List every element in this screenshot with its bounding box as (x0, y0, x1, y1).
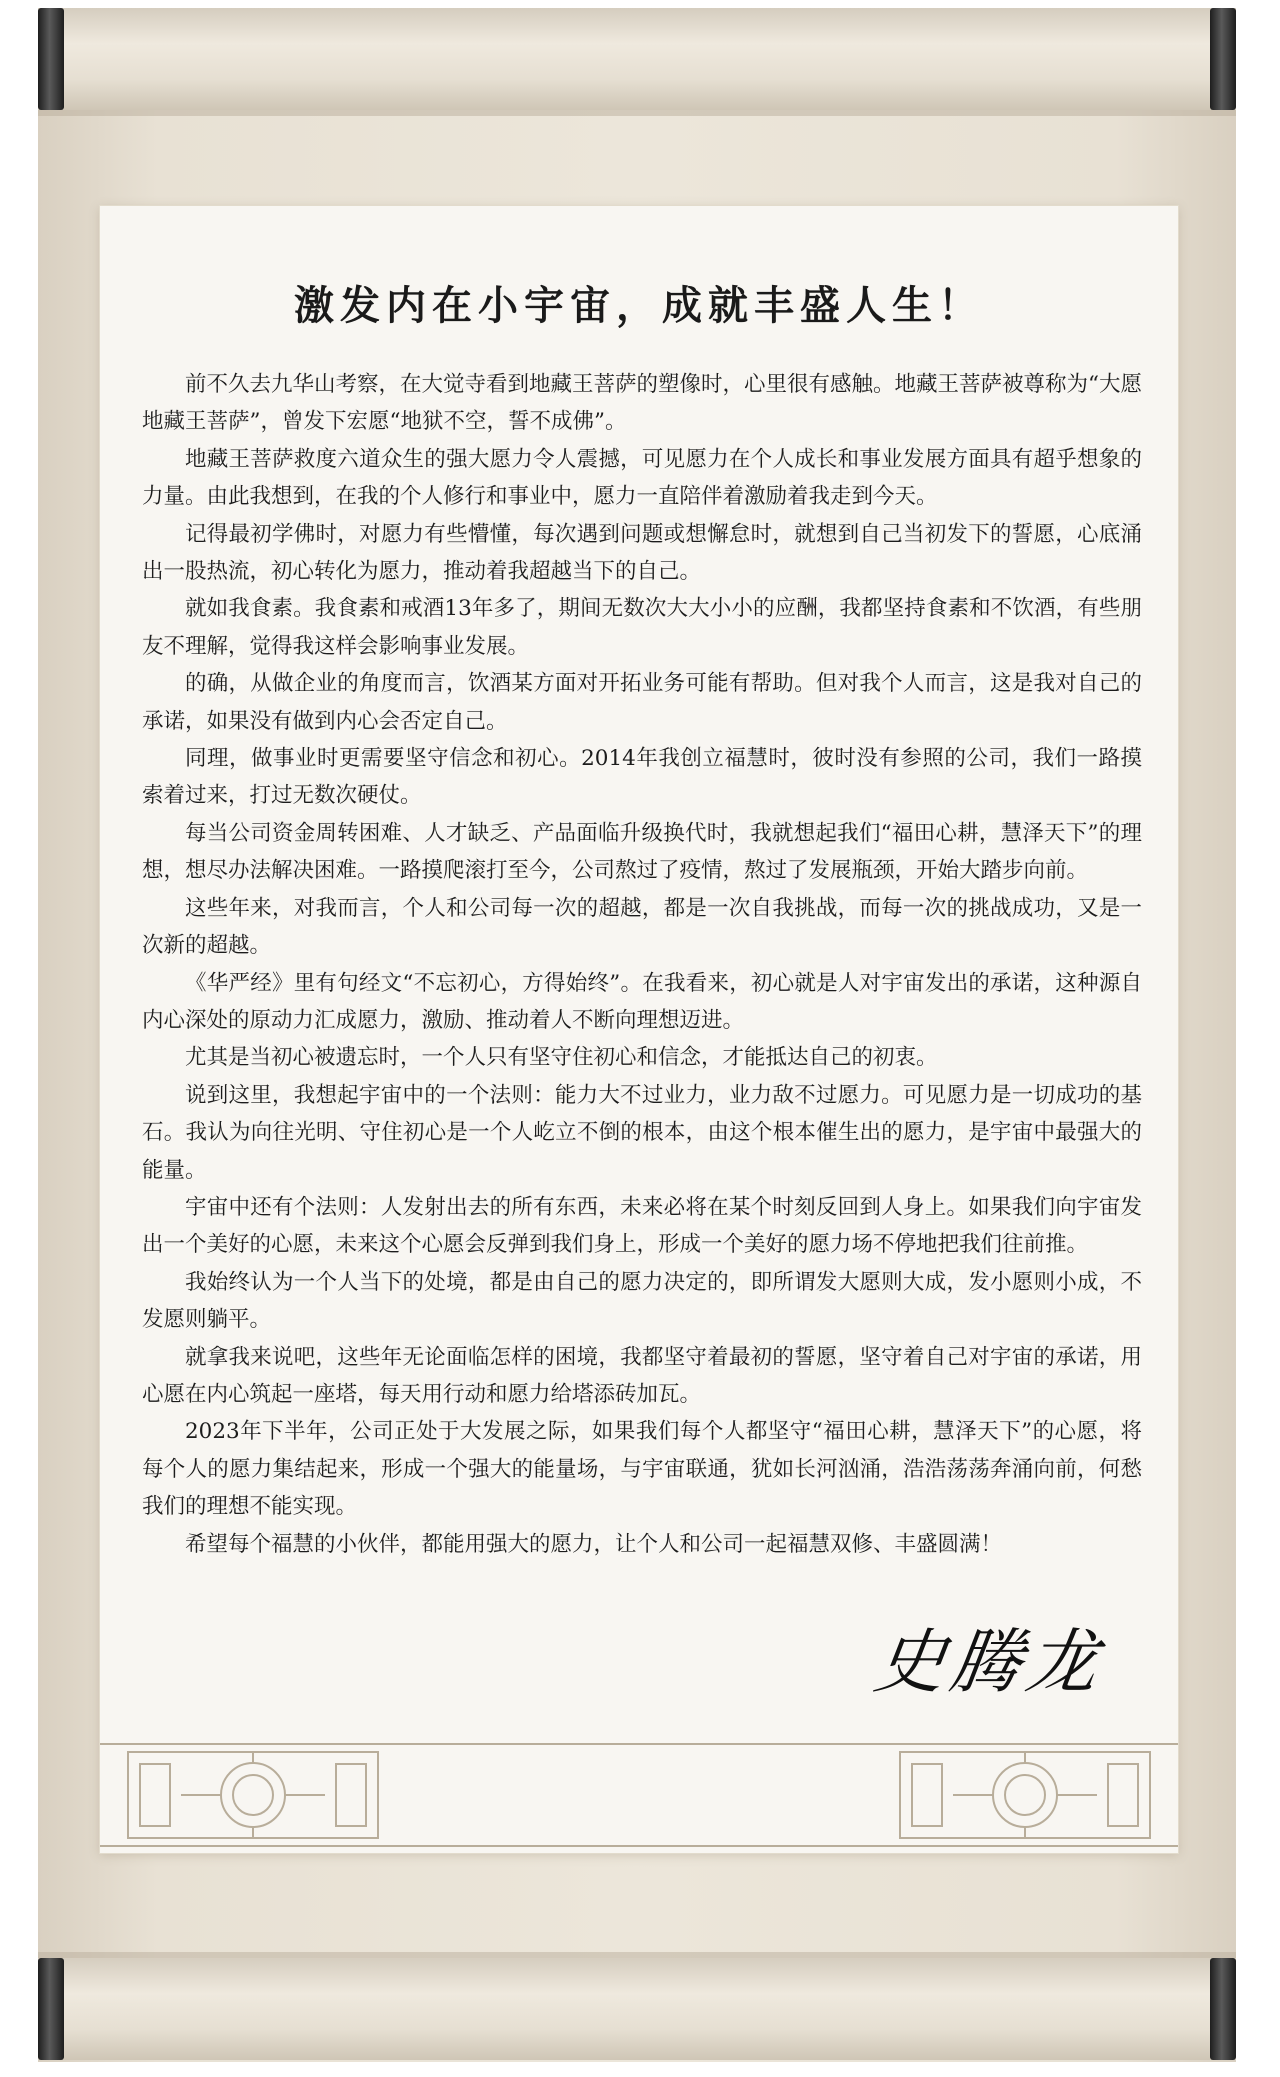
rod-cap-right (1210, 1958, 1236, 2060)
rod-shadow-band (38, 110, 1236, 116)
paragraph: 的确，从做企业的角度而言，饮酒某方面对开拓业务可能有帮助。但对我个人而言，这是我对自己的承诺，如果没有做到内心会否定自己。 (142, 671, 1142, 734)
paragraph: 就如我食素。我食素和戒酒13年多了，期间无数次大大小小的应酬，我都坚持食素和不饮酒，有些朋友不理解，觉得我这样会影响事业发展。 (142, 596, 1142, 659)
paragraph: 地藏王菩萨救度六道众生的强大愿力令人震撼，可见愿力在个人成长和事业发展方面具有超乎想象的力量。由此我想到，在我的个人修行和事业中，愿力一直陪伴着激励着我走到今天。 (142, 446, 1142, 510)
rod-cap-right (1210, 8, 1236, 110)
paragraph: 每当公司资金周转困难、人才缺乏、产品面临升级换代时，我就想起我们“福田心耕，慧泽天下”的理想，想尽办法解决困难。一路摸爬滚打至今，公司熬过了疫情，熬过了发展瓶颈，开始大踏步向前。 (142, 820, 1142, 884)
paragraph: 宇宙中还有个法则：人发射出去的所有东西，未来必将在某个时刻反回到人身上。如果我们向宇宙发出一个美好的心愿，未来这个心愿会反弹到我们身上，形成一个美好的愿力场不停地把我们往前推。 (142, 1194, 1142, 1258)
scroll-bottom-rod (38, 1958, 1236, 2060)
rod-shadow-band (38, 1952, 1236, 1958)
scroll-top-rod (38, 8, 1236, 110)
paragraph: 希望每个福慧的小伙伴，都能用强大的愿力，让个人和公司一起福慧双修、丰盛圆满！ (185, 1531, 1003, 1557)
paragraph: 前不久去九华山考察，在大觉寺看到地藏王菩萨的塑像时，心里很有感触。地藏王菩萨被尊称为“大愿地藏王菩萨”，曾发下宏愿“地狱不空，誓不成佛”。 (142, 372, 1142, 435)
rod-cap-left (38, 1958, 64, 2060)
paragraph: 同理，做事业时更需要坚守信念和初心。2014年我创立福慧时，彼时没有参照的公司，我们一路摸索着过来，打过无数次硬仗。 (142, 746, 1142, 809)
paragraph: 《华严经》里有句经文“不忘初心，方得始终”。在我看来，初心就是人对宇宙发出的承诺，这种源自内心深处的原动力汇成愿力，激励、推动着人不断向理想迈进。 (142, 970, 1142, 1033)
paragraph: 就拿我来说吧，这些年无论面临怎样的困境，我都坚守着最初的誓愿，坚守着自己对宇宙的承诺，用心愿在内心筑起一座塔，每天用行动和愿力给塔添砖加瓦。 (142, 1344, 1142, 1407)
letter-body (142, 366, 1142, 1563)
paragraph: 说到这里，我想起宇宙中的一个法则：能力大不过业力，业力敌不过愿力。可见愿力是一切成功的基石。我认为向往光明、守住初心是一个人屹立不倒的根本，由这个根本催生出的愿力，是宇宙中最强大的能量。 (142, 1082, 1142, 1183)
paragraph: 尤其是当初心被遗忘时，一个人只有坚守住初心和信念，才能抵达自己的初衷。 (185, 1045, 938, 1071)
letter-title: 激发内在小宇宙，成就丰盛人生！ (294, 282, 984, 329)
paragraph: 我始终认为一个人当下的处境，都是由自己的愿力决定的，即所谓发大愿则大成，发小愿则小成，不发愿则躺平。 (142, 1269, 1142, 1333)
lattice-border-decoration (100, 1740, 1178, 1850)
paragraph: 2023年下半年，公司正处于大发展之际，如果我们每个人都坚守“福田心耕，慧泽天下”的心愿，将每个人的愿力集结起来，形成一个强大的能量场，与宇宙联通，犹如长河汹涌，浩浩荡荡奔涌向前，何愁我们的理想不能实现。 (142, 1419, 1142, 1520)
signature: 史腾龙 (869, 1621, 1109, 1703)
rod-cap-left (38, 8, 64, 110)
paragraph: 记得最初学佛时，对愿力有些懵懂，每次遇到问题或想懈怠时，就想到自己当初发下的誓愿，心底涌出一股热流，初心转化为愿力，推动着我超越当下的自己。 (142, 521, 1142, 585)
letter-paper (100, 206, 1178, 1853)
paragraph: 这些年来，对我而言，个人和公司每一次的超越，都是一次自我挑战，而每一次的挑战成功，又是一次新的超越。 (142, 895, 1142, 959)
